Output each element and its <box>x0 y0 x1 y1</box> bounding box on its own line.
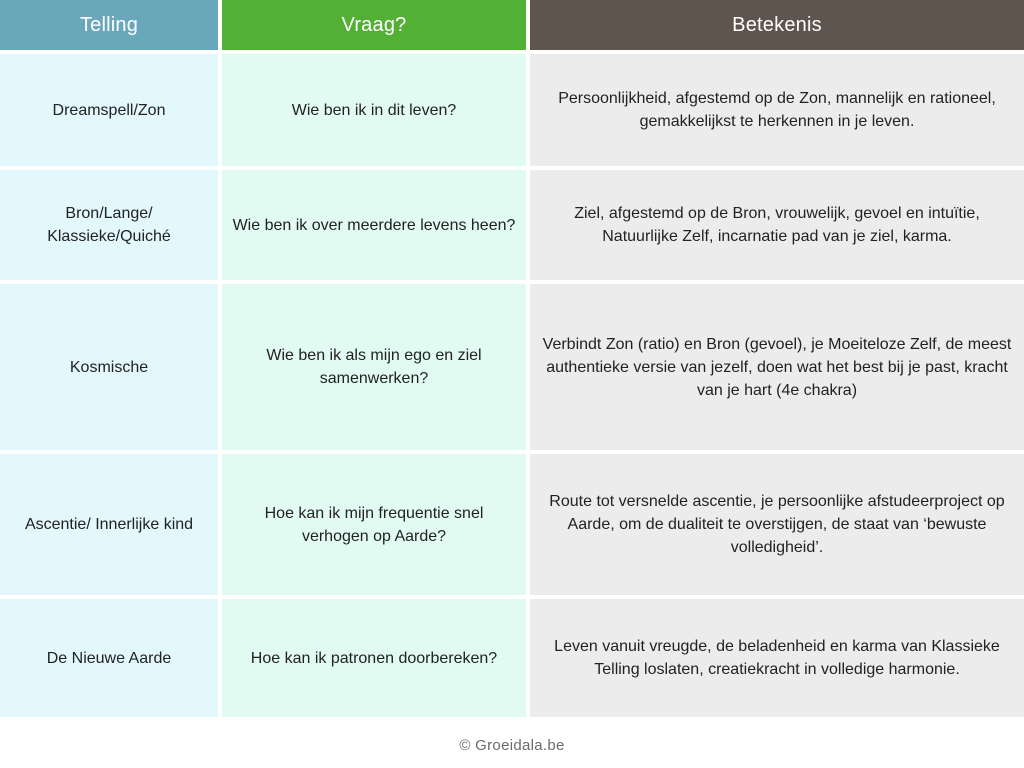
row-1-vraag: Wie ben ik in dit leven? <box>222 54 526 166</box>
row-5-betekenis: Leven vanuit vreugde, de beladenheid en karma van Klassieke Telling loslaten, creatiekracht in volledige harmonie. <box>530 599 1024 717</box>
row-4-vraag: Hoe kan ik mijn frequentie snel verhogen op Aarde? <box>222 454 526 595</box>
copyright-footer: © Groeidala.be <box>459 736 565 754</box>
column-header-telling: Telling <box>0 0 218 50</box>
row-2-vraag: Wie ben ik over meerdere levens heen? <box>222 170 526 280</box>
row-3-telling: Kosmische <box>0 284 218 450</box>
row-2-betekenis: Ziel, afgestemd op de Bron, vrouwelijk, gevoel en intuïtie, Natuurlijke Zelf, incarnatie pad van je ziel, karma. <box>530 170 1024 280</box>
row-3-vraag: Wie ben ik als mijn ego en ziel samenwerken? <box>222 284 526 450</box>
row-5-vraag: Hoe kan ik patronen doorbereken? <box>222 599 526 717</box>
row-1-telling: Dreamspell/Zon <box>0 54 218 166</box>
row-1-betekenis: Persoonlijkheid, afgestemd op de Zon, mannelijk en rationeel, gemakkelijkst te herkennen in je leven. <box>530 54 1024 166</box>
row-5-telling: De Nieuwe Aarde <box>0 599 218 717</box>
column-header-betekenis: Betekenis <box>530 0 1024 50</box>
row-4-betekenis: Route tot versnelde ascentie, je persoonlijke afstudeerproject op Aarde, om de dualiteit te overstijgen, de staat van ‘bewuste volledigheid’. <box>530 454 1024 595</box>
column-header-vraag: Vraag? <box>222 0 526 50</box>
row-4-telling: Ascentie/ Innerlijke kind <box>0 454 218 595</box>
row-3-betekenis: Verbindt Zon (ratio) en Bron (gevoel), je Moeiteloze Zelf, de meest authentieke versie van jezelf, doen wat het best bij je past, kracht van je hart (4e chakra) <box>530 284 1024 450</box>
row-2-telling: Bron/Lange/ Klassieke/Quiché <box>0 170 218 280</box>
